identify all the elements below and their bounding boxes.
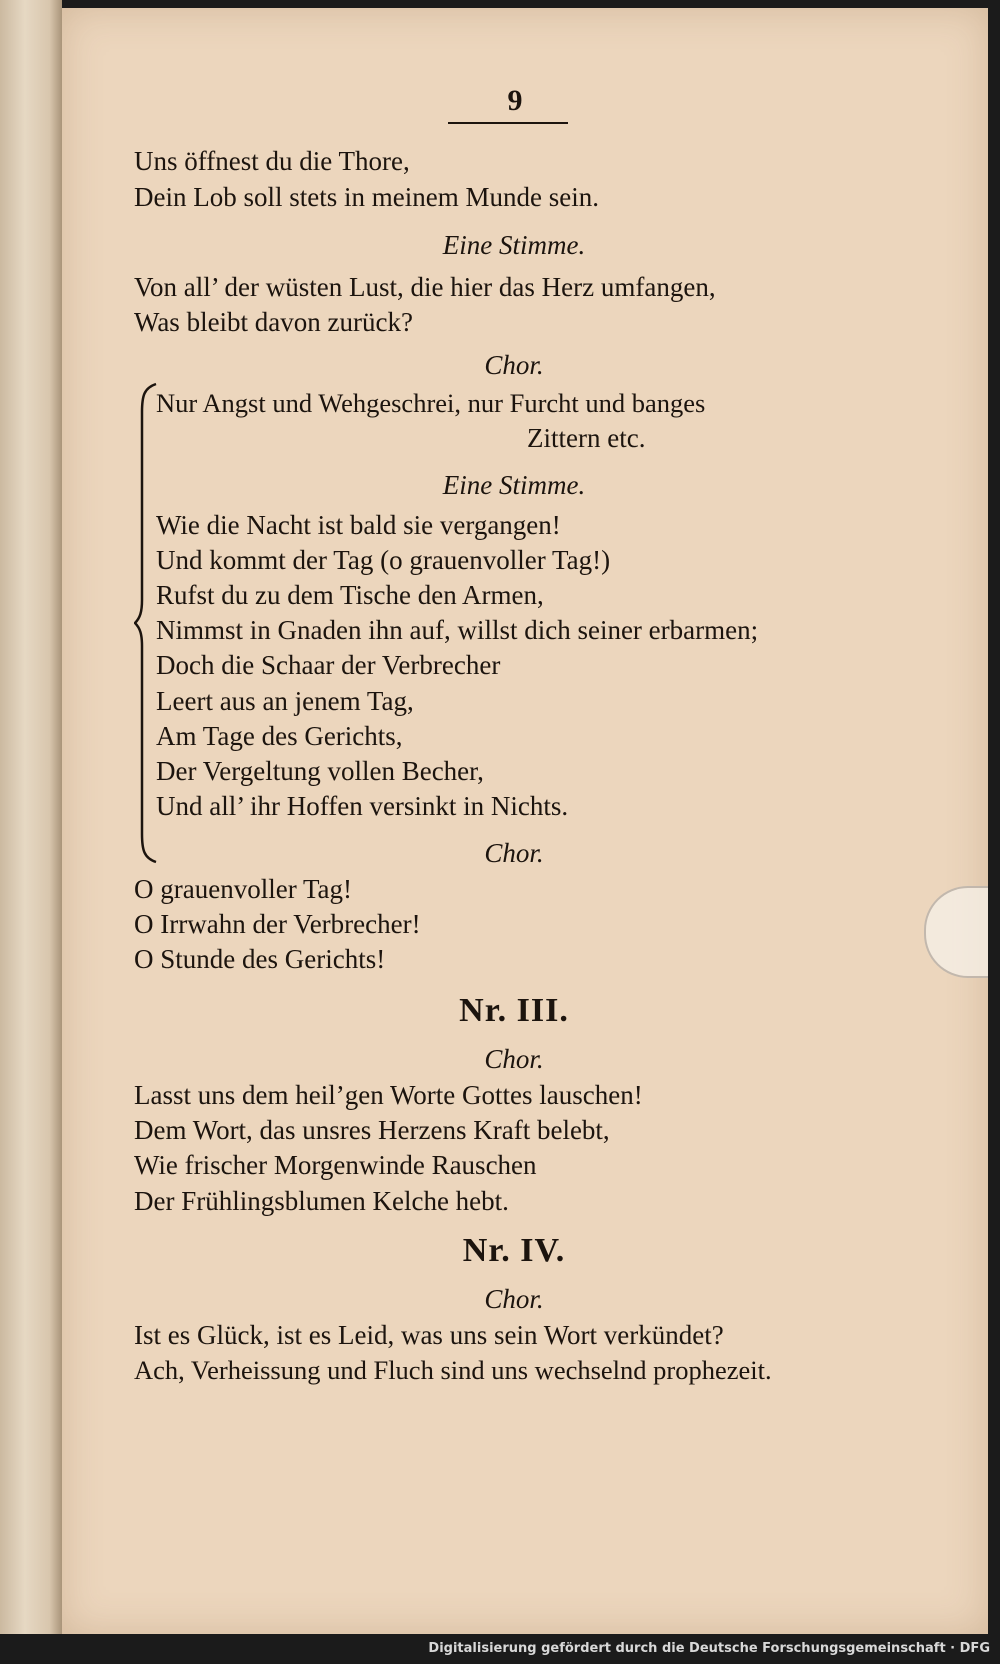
verse-line: Leert aus an jenem Tag,: [156, 686, 414, 716]
verse-line: O grauenvoller Tag!: [134, 874, 353, 904]
verse-line: Nimmst in Gnaden ihn auf, willst dich seiner erbarmen;: [156, 615, 759, 645]
verse-line: Wie die Nacht ist bald sie vergangen!: [156, 510, 561, 540]
verse-line: Und kommt der Tag (o grauenvoller Tag!): [156, 545, 611, 575]
verse-line: Doch die Schaar der Verbrecher: [156, 650, 501, 680]
page-number-rule: [448, 122, 568, 124]
page-tab-marker: [924, 886, 988, 978]
page-number: 9: [507, 84, 523, 117]
curly-brace-icon: [134, 382, 160, 864]
verse-line: Wie frischer Morgenwinde Rauschen: [134, 1150, 537, 1180]
speaker-heading: Chor.: [484, 1284, 544, 1314]
speaker-heading: Chor.: [484, 838, 544, 868]
verse-line: Ist es Glück, ist es Leid, was uns sein Wort verkündet?: [134, 1320, 724, 1350]
verse-line: Am Tage des Gerichts,: [156, 721, 403, 751]
verse-line: O Stunde des Gerichts!: [134, 944, 386, 974]
footer-credit: Digitalisierung gefördert durch die Deutsche Forschungsgemeinschaft · DFG: [0, 1634, 1000, 1664]
verse-line: Ach, Verheissung und Fluch sind uns wechselnd prophezeit.: [134, 1355, 772, 1385]
verse-line: Und all’ ihr Hoffen versinkt in Nichts.: [156, 791, 569, 821]
verse-line: Dein Lob soll stets in meinem Munde sein.: [134, 182, 599, 212]
verse-line: Rufst du zu dem Tische den Armen,: [156, 580, 544, 610]
verse-line: Lasst uns dem heil’gen Worte Gottes lauschen!: [134, 1080, 643, 1110]
verse-line: Zittern etc.: [527, 423, 646, 453]
speaker-heading: Chor.: [484, 1044, 544, 1074]
book-gutter: [0, 0, 62, 1634]
verse-line: Uns öffnest du die Thore,: [134, 146, 410, 176]
verse-line: O Irrwahn der Verbrecher!: [134, 909, 421, 939]
speaker-heading: Eine Stimme.: [442, 470, 586, 500]
verse-line: Von all’ der wüsten Lust, die hier das Herz umfangen,: [134, 272, 716, 302]
speaker-heading: Eine Stimme.: [442, 230, 586, 260]
verse-line: Der Vergeltung vollen Becher,: [156, 756, 484, 786]
verse-line: Dem Wort, das unsres Herzens Kraft belebt,: [134, 1115, 610, 1145]
verse-line: Der Frühlingsblumen Kelche hebt.: [134, 1186, 509, 1216]
section-number: Nr. III.: [459, 992, 569, 1029]
section-number: Nr. IV.: [462, 1232, 566, 1269]
verse-line: Was bleibt davon zurück?: [134, 307, 413, 337]
speaker-heading: Chor.: [484, 350, 544, 380]
verse-line: Nur Angst und Wehgeschrei, nur Furcht und banges: [156, 388, 706, 418]
